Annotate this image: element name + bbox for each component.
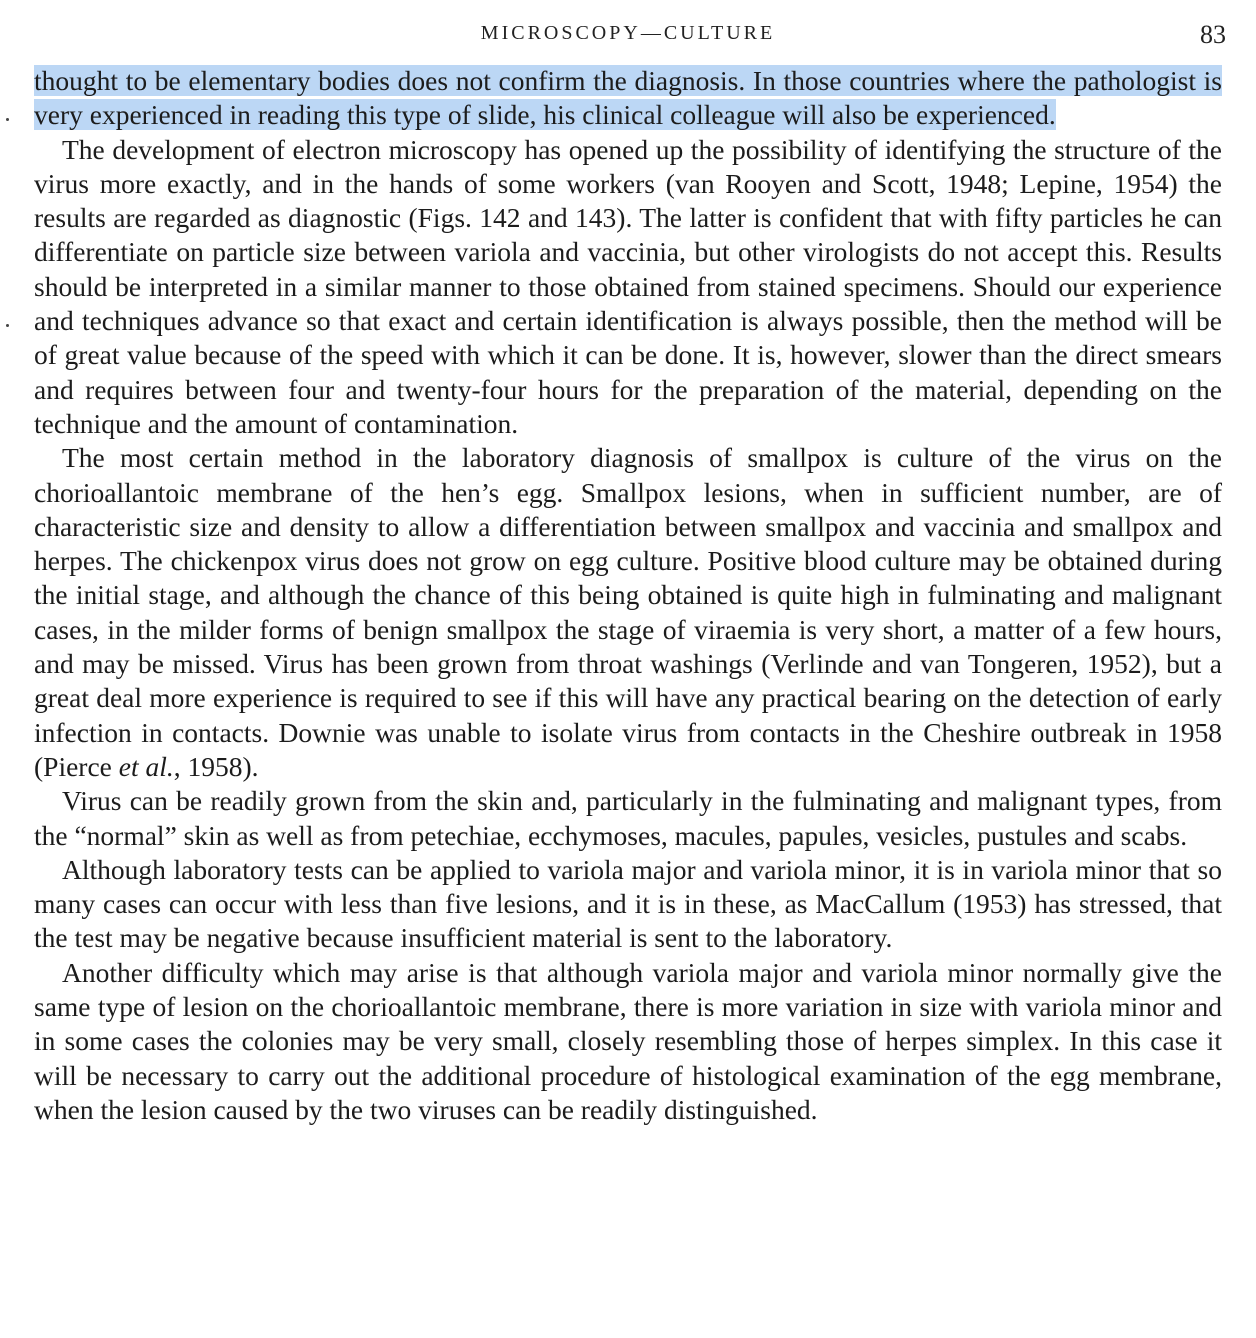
paragraph-culture (34, 441, 1222, 784)
page-header (0, 22, 1256, 52)
margin-mark (6, 324, 9, 327)
paragraph-variola-minor: Although laboratory tests can be applied to variola major and variola minor, it is in variola minor that so many cases can occur with less than five lesions, and it is in these, as MacCallum (1953) has stressed, that the test may be negative because insufficient material is sent to the laboratory. (34, 853, 1222, 954)
paragraph-culture-end: , 1958). (173, 750, 259, 782)
running-head: MICROSCOPY—CULTURE (480, 22, 776, 44)
paragraph-culture-text: The most certain method in the laboratory diagnosis of smallpox is culture of the virus on the chorioallantoic membrane of the hen’s egg. Smallpox lesions, when in sufficient number, are of characteristic size and density to allow a differentiation between smallpox and vaccinia and smallpox and herpes. The chickenpox virus does not grow on egg culture. Positive blood culture may be obtained during the initial stage, and although the chance of this being obtained is quite high in fulminating and malignant cases, in the milder forms of benign smallpox the stage of viraemia is very short, a matter of a few hours, and may be missed. Virus has been grown from throat washings (Verlinde and van Tongeren, 1952), but a great deal more experience is required to see if this will have any practical bearing on the detection of early infection in contacts. Downie was unable to isolate virus from contacts in the Cheshire outbreak in 1958 (Pierce (34, 442, 1222, 782)
italic-et-al: et al. (118, 750, 174, 782)
paragraph-difficulty: Another difficulty which may arise is that although variola major and variola minor normally give the same type of lesion on the chorioallantoic membrane, there is more variation in size with variola minor and in some cases the colonies may be very small, closely resembling those of herpes simplex. In this case it will be necessary to carry out the additional procedure of histological examination of the egg membrane, when the lesion caused by the two viruses can be readily distinguished. (34, 956, 1222, 1125)
paragraph-electron-microscopy: The development of electron microscopy has opened up the possibility of identifying the structure of the virus more exactly, and in the hands of some workers (van Rooyen and Scott, 1948; Lepine, 1954) the results are regarded as diagnostic (Figs. 142 and 143). The latter is confident that with fifty particles he can differentiate on particle size between variola and vaccinia, but other virologists do not accept this. Results should be interpreted in a similar manner to those obtained from stained specimens. Should our experience and techniques advance so that exact and certain identification is always possible, then the method will be of great value because of the speed with which it can be done. It is, however, slower than the direct smears and requires between four and twenty-four hours for the preparation of the material, depending on the technique and the amount of contamination. (34, 133, 1222, 439)
margin-mark (6, 118, 9, 121)
body-text (34, 64, 1222, 1127)
selected-text-highlight[interactable]: thought to be elementary bodies does not confirm the diagnosis. In those countries where the pathologist is very experienced in reading this type of slide, his clinical colleague will also be experienced. (34, 65, 1222, 131)
paragraph-continued[interactable] (34, 64, 1222, 133)
page-number: 83 (1200, 20, 1226, 49)
paragraph-skin-growth: Virus can be readily grown from the skin and, particularly in the fulminating and malignant types, from the “normal” skin as well as from petechiae, ecchymoses, macules, papules, vesicles, pustules and scabs. (34, 785, 1222, 851)
